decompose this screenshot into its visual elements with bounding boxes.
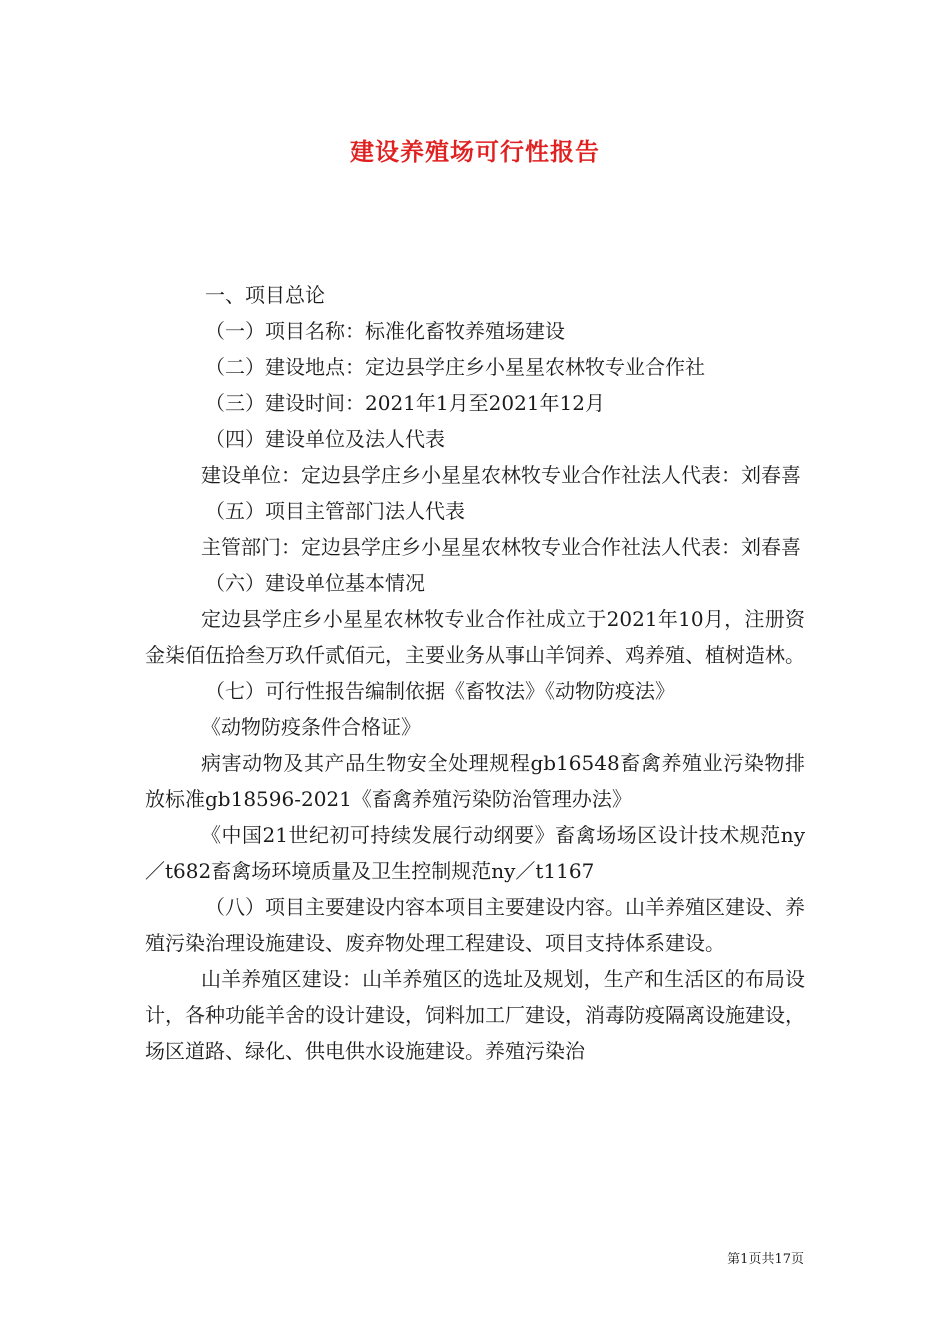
paragraph-construction-content: （八）项目主要建设内容本项目主要建设内容。山羊养殖区建设、养殖污染治理设施建设、废弃物处理工程建设、项目支持体系建设。	[145, 895, 805, 955]
document-body	[145, 277, 805, 1069]
paragraph-authority: 主管部门：定边县学庄乡小星星农林牧专业合作社法人代表：刘春喜	[201, 535, 801, 559]
paragraph-standards-1: 病害动物及其产品生物安全处理规程gb16548畜禽养殖业污染物排放标准gb18596-2021《畜禽养殖污染防治管理办法》	[145, 751, 805, 811]
page-number: 第1页共17页	[727, 1252, 804, 1267]
section-heading: 一、项目总论	[205, 283, 325, 307]
item-basic-info-heading: （六）建设单位基本情况	[205, 571, 425, 595]
paragraph-unit: 建设单位：定边县学庄乡小星星农林牧专业合作社法人代表：刘春喜	[201, 463, 801, 487]
item-authority-heading: （五）项目主管部门法人代表	[205, 499, 465, 523]
paragraph-certificate: 《动物防疫条件合格证》	[201, 715, 421, 739]
paragraph-standards-2: 《中国21世纪初可持续发展行动纲要》畜禽场场区设计技术规范ny／t682畜禽场环境质量及卫生控制规范ny／t1167	[145, 823, 805, 883]
item-schedule: （三）建设时间：2021年1月至2021年12月	[205, 391, 605, 415]
item-basis-heading: （七）可行性报告编制依据《畜牧法》《动物防疫法》	[205, 679, 675, 703]
item-location: （二）建设地点：定边县学庄乡小星星农林牧专业合作社	[205, 355, 705, 379]
item-project-name: （一）项目名称：标准化畜牧养殖场建设	[205, 319, 565, 343]
document-title: 建设养殖场可行性报告	[350, 137, 600, 166]
item-unit-heading: （四）建设单位及法人代表	[205, 427, 445, 451]
paragraph-basic-info: 定边县学庄乡小星星农林牧专业合作社成立于2021年10月，注册资金柒佰伍拾叁万玖仟贰佰元，主要业务从事山羊饲养、鸡养殖、植树造林。	[145, 607, 805, 667]
paragraph-breeding-area: 山羊养殖区建设：山羊养殖区的选址及规划，生产和生活区的布局设计，各种功能羊舍的设计建设，饲料加工厂建设，消毒防疫隔离设施建设，场区道路、绿化、供电供水设施建设。养殖污染治	[145, 967, 805, 1063]
